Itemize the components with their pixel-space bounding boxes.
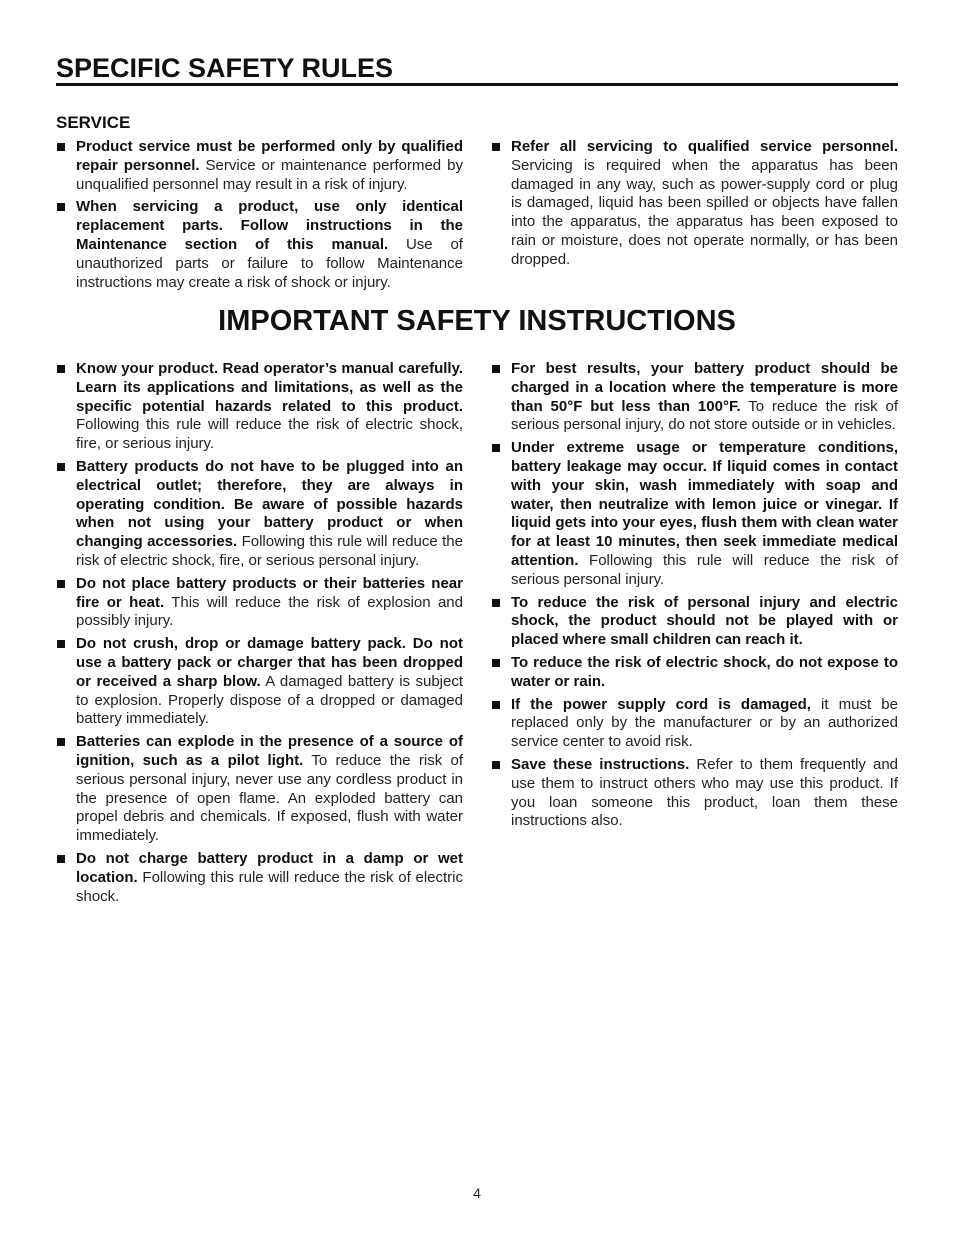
page-title: SPECIFIC SAFETY RULES — [56, 53, 898, 86]
rule-bold-text: When servicing a product, use only identical replacement parts. Follow instructions in the Maintenance section of this manual. — [76, 198, 463, 253]
rule-bold-text: Do not crush, drop or damage battery pack. Do not use a battery pack or charger that has been dropped or received a sharp blow. — [76, 635, 463, 690]
service-rule-item — [491, 138, 898, 270]
square-bullet-icon — [57, 203, 65, 211]
square-bullet-icon — [57, 855, 65, 863]
square-bullet-icon — [492, 143, 500, 151]
instruction-item — [56, 850, 463, 906]
square-bullet-icon — [492, 761, 500, 769]
instruction-item — [491, 439, 898, 589]
rule-bold-text: Do not charge battery product in a damp or wet location. — [76, 849, 463, 886]
instruction-item — [56, 733, 463, 846]
square-bullet-icon — [57, 738, 65, 746]
instruction-item — [491, 654, 898, 692]
rule-text: Following this rule will reduce the risk of serious personal injury. — [511, 551, 898, 588]
rule-bold-text: Refer all servicing to qualified service personnel. — [511, 138, 898, 155]
rule-text: it must be replaced only by the manufacturer or by an authorized service center to avoid risk. — [511, 695, 898, 751]
rule-bold-text: Do not place battery products or their batteries near fire or heat. — [76, 574, 463, 611]
service-left-column — [56, 138, 463, 296]
instruction-item — [491, 360, 898, 435]
instruction-item — [56, 360, 463, 454]
rule-bold-text: Save these instructions. — [511, 755, 690, 773]
rule-text: To reduce the risk of serious personal injury, never use any cordless product in the presence of open flame. An exploded battery can propel debris and chemicals. If exposed, flush with water immediately. — [76, 751, 464, 845]
square-bullet-icon — [492, 444, 500, 452]
square-bullet-icon — [57, 143, 65, 151]
square-bullet-icon — [57, 365, 65, 373]
service-right-column — [491, 138, 898, 274]
rule-bold-text: If the power supply cord is damaged, — [511, 695, 811, 713]
page-number: 4 — [473, 1185, 481, 1201]
service-rule-item — [56, 138, 463, 194]
instruction-item — [56, 458, 463, 571]
rule-text: A damaged battery is subject to explosion. Properly dispose of a dropped or damaged battery immediately. — [76, 672, 463, 728]
rule-text: Refer to them frequently and use them to instruct others who may use this product. If you loan someone this product, loan them these instructions also. — [511, 755, 899, 830]
rule-bold-text: Product service must be performed only by qualified repair personnel. — [76, 138, 463, 174]
rule-text: Following this rule will reduce the risk of electric shock, fire, or serious personal injury. — [76, 533, 463, 569]
rule-text: Service or maintenance performed by unqualified personnel may result in a risk of injury. — [76, 156, 463, 193]
rule-bold-text: For best results, your battery product should be charged in a location where the temperature is more than 50°F but less than 100°F. — [511, 360, 898, 415]
square-bullet-icon — [492, 365, 500, 373]
rule-bold-text: Batteries can explode in the presence of a source of ignition, such as a pilot light. — [76, 733, 463, 769]
square-bullet-icon — [492, 599, 500, 607]
rule-text: This will reduce the risk of explosion and possibly injury. — [76, 593, 463, 630]
square-bullet-icon — [492, 701, 500, 709]
rule-text: Following this rule will reduce the risk of electric shock. — [76, 868, 463, 905]
instruction-item — [56, 575, 463, 631]
service-rule-item — [56, 198, 463, 292]
rule-bold-text: To reduce the risk of personal injury and electric shock, the product should not be played with or placed where small children can reach it. — [511, 593, 898, 649]
instruction-item — [491, 756, 898, 831]
square-bullet-icon — [57, 463, 65, 471]
instructions-right-column — [491, 360, 898, 835]
service-heading: SERVICE — [56, 113, 131, 132]
rule-bold-text: Know your product. Read operator’s manual carefully. Learn its applications and limitations, as well as the specific potential hazards related to this product. — [76, 360, 463, 415]
rule-text: To reduce the risk of serious personal injury, do not store outside or in vehicles. — [511, 397, 898, 434]
rule-bold-text: To reduce the risk of electric shock, do not expose to water or rain. — [511, 653, 898, 690]
important-safety-title: IMPORTANT SAFETY INSTRUCTIONS — [218, 305, 736, 337]
instruction-item — [491, 696, 898, 752]
rule-bold-text: Battery products do not have to be plugged into an electrical outlet; therefore, they are always in operating condition. Be aware of possible hazards when not using your battery product or when changing accessories. — [76, 457, 463, 551]
rule-text: Following this rule will reduce the risk of electric shock, fire, or serious injury. — [76, 416, 463, 453]
rule-bold-text: Under extreme usage or temperature conditions, battery leakage may occur. If liquid comes in contact with your skin, wash immediately with soap and water, then neutralize with lemon juice or vinegar. If liquid gets into your eyes, flush them with clean water for at least 10 minutes, then seek immediate medical attention. — [511, 439, 898, 569]
rule-text: Servicing is required when the apparatus has been damaged in any way, such as power-supply cord or plug is damaged, liquid has been spilled or objects have fallen into the apparatus, the apparatus has been exposed to rain or moisture, does not operate normally, or has been dropped. — [511, 156, 898, 268]
instructions-left-column — [56, 360, 463, 910]
instruction-item — [56, 635, 463, 729]
square-bullet-icon — [57, 640, 65, 648]
rule-text: Use of unauthorized parts or failure to follow Maintenance instructions may create a risk of shock or injury. — [76, 235, 463, 291]
square-bullet-icon — [57, 580, 65, 588]
instruction-item — [491, 594, 898, 650]
square-bullet-icon — [492, 659, 500, 667]
